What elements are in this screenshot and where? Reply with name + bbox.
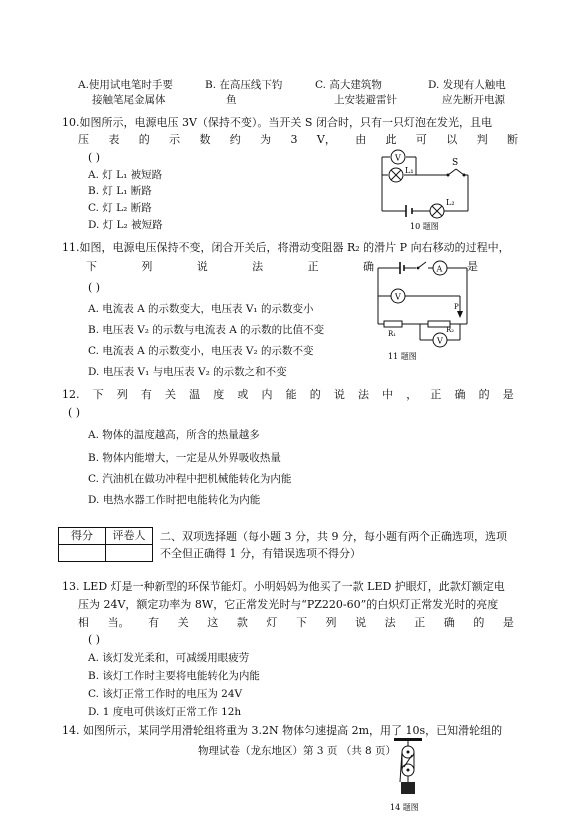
score-table: [58, 527, 153, 562]
q14-figure-caption: 14 题图: [390, 803, 419, 812]
q9-option-b-line1: B. 在高压线下钓: [205, 79, 283, 91]
section2-title-line1: 二、双项选择题（每小题 3 分，共 9 分，每小题有两个正确选项，选项: [160, 530, 507, 543]
q11-circuit-figure: [370, 256, 475, 364]
q11-voltmeter2-symbol: V: [437, 336, 443, 346]
q9-option-a-line1: A.使用试电笔时手要: [78, 79, 173, 91]
q10-option-b: B. 灯 L₁ 断路: [88, 185, 152, 197]
grader-label-cell: 评卷人: [106, 528, 153, 545]
q10-figure-caption: 10 题图: [410, 222, 439, 231]
q12-answer-paren: ( ): [68, 406, 81, 419]
q11-option-d: D. 电压表 V₁ 与电压表 V₂ 的示数之和不变: [88, 366, 287, 378]
q10-option-c: C. 灯 L₂ 断路: [88, 202, 152, 214]
q13-answer-paren: ( ): [88, 633, 101, 646]
q10-option-a: A. 灯 L₁ 被短路: [88, 169, 163, 181]
q11-stem-line2a: 下 列 说 法 正 确: [86, 260, 374, 273]
q13-option-d: D. 1 度电可供该灯正常工作 12h: [88, 706, 242, 718]
q11-circuit-diagram: [370, 256, 475, 364]
q11-option-c: C. 电流表 A 的示数变小，电压表 V₂ 的示数不变: [88, 345, 314, 357]
q10-l1-label: L₁: [405, 166, 414, 175]
q11-ammeter-symbol: A: [436, 264, 443, 274]
q10-voltmeter-symbol: V: [395, 153, 401, 163]
q9-option-c-line2: 上安装避雷针: [334, 94, 397, 106]
q11-r2-label: R₂: [446, 326, 455, 334]
q13-option-c: C. 该灯正常工作时的电压为 24V: [88, 688, 243, 700]
q9-option-d-line1: D. 发现有人触电: [428, 79, 506, 91]
q10-l2-label: L₂: [446, 198, 455, 207]
q13-option-a: A. 该灯发光柔和，可减缓用眼疲劳: [88, 652, 250, 664]
q10-circuit-diagram: [368, 143, 478, 235]
q10-switch-label: S: [452, 158, 459, 168]
q14-load-block: [401, 782, 415, 794]
q13-option-b: B. 该灯工作时主要将电能转化为内能: [88, 670, 260, 682]
q9-option-c-line1: C. 高大建筑物: [315, 79, 382, 91]
q11-voltmeter1-symbol: V: [395, 292, 401, 302]
q12-option-b: B. 物体内能增大，一定是从外界吸收热量: [88, 452, 281, 464]
q11-slider-arrow: [457, 311, 463, 318]
q10-circuit-figure: [368, 143, 478, 235]
q14-stem-line1: 14. 如图所示，某同学用滑轮组将重为 3.2N 物体匀速提高 2m，用了 10s，已知滑轮组的: [62, 724, 503, 737]
q11-figure-caption: 11 题图: [388, 352, 417, 361]
q12-option-d: D. 电热水器工作时把电能转化为内能: [88, 494, 261, 506]
q9-option-d-line2: 应先断开电源: [442, 94, 505, 106]
q13-stem-line2: 压为 24V，额定功率为 8W，它正常发光时与“PZ220-60”的白炽灯正常发光时的亮度: [78, 598, 499, 611]
page-footer: 物理试卷（龙东地区）第 3 页 （共 8 页）: [198, 745, 397, 757]
q12-option-a: A. 物体的温度越高，所含的热量越多: [88, 429, 260, 441]
q11-stem-line2b: 是: [467, 260, 478, 273]
q10-stem-line1: 10.如图所示，电源电压 3V（保持不变）。当开关 S 闭合时，只有一只灯泡在发光，且电: [62, 116, 492, 129]
q13-stem-line3: 相 当。 有 关 这 款 灯 下 列 说 法 正 确 的 是: [78, 616, 514, 629]
grader-entry-cell[interactable]: [106, 545, 153, 562]
q9-option-a-line2: 接触笔尾金属体: [92, 94, 166, 106]
q12-stem: 12. 下 列 有 关 温 度 或 内 能 的 说 法 中 ， 正 确 的 是: [62, 388, 514, 401]
q11-answer-paren: ( ): [88, 281, 101, 294]
q11-resistor-r1: [384, 321, 402, 327]
q12-option-c: C. 汽油机在做功冲程中把机械能转化为内能: [88, 473, 292, 485]
score-label-cell: 得分: [59, 528, 106, 545]
q9-option-b-line2: 鱼: [226, 94, 237, 106]
q11-slider-label: P: [454, 303, 459, 311]
section2-title-line2: 不全但正确得 1 分，有错误选项不得分）: [160, 547, 361, 560]
score-entry-cell[interactable]: [59, 545, 106, 562]
q11-option-b: B. 电压表 V₂ 的示数与电流表 A 的示数的比值不变: [88, 324, 325, 336]
q11-option-a: A. 电流表 A 的示数变大，电压表 V₁ 的示数变小: [88, 303, 314, 315]
q11-r1-label: R₁: [388, 330, 397, 338]
q10-stem-line2: 压 表 的 示 数 约 为 3 V， 由 此 可 以 判 断: [78, 133, 518, 146]
q10-option-d: D. 灯 L₂ 被短路: [88, 219, 163, 231]
q10-answer-paren: ( ): [88, 151, 101, 164]
q11-stem-line1: 11.如图，电源电压保持不变，闭合开关后，将滑动变阻器 R₂ 的滑片 P 向右移动的过程中，: [62, 241, 510, 254]
q13-stem-line1: 13. LED 灯是一种新型的环保节能灯。小明妈妈为他买了一款 LED 护眼灯，此款灯额定电: [62, 580, 505, 593]
